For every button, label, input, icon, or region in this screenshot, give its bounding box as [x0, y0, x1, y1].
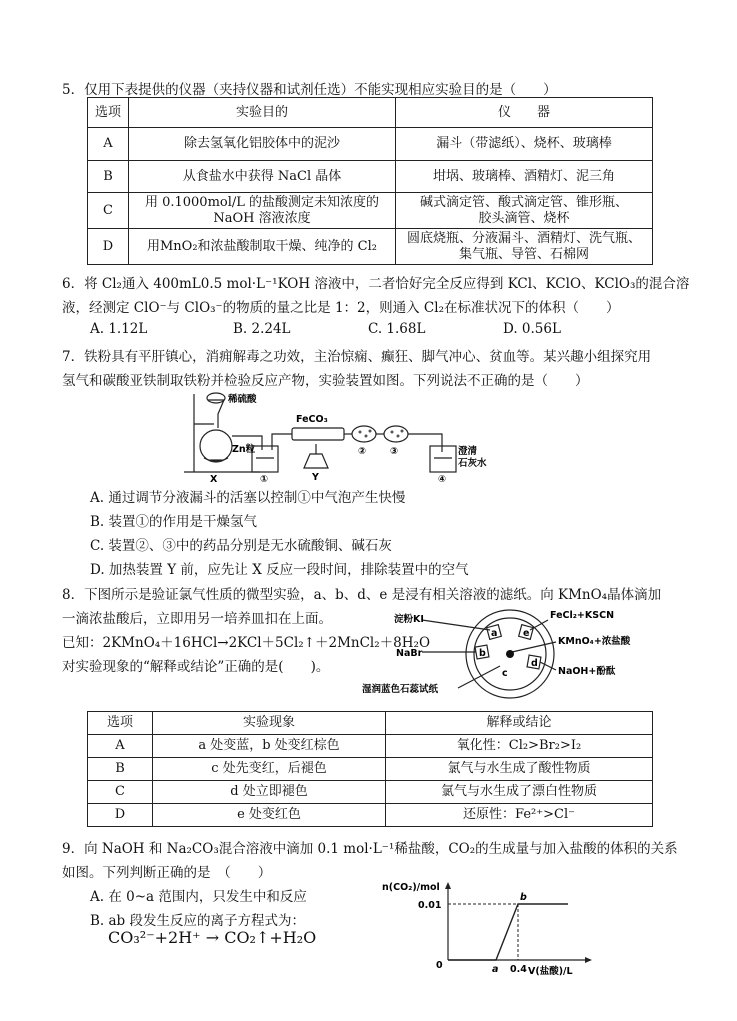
observation-cell: d 处立即褪色: [153, 781, 386, 804]
goal-cell: [129, 193, 396, 229]
label-acid: 稀硫酸: [228, 394, 257, 405]
tools-line: 胶头滴管、烧杯: [478, 210, 570, 226]
q8-line2: 一滴浓盐酸后，立即用另一培养皿扣在上面。: [62, 611, 332, 627]
q6-line1: 6．将 Cl₂通入 400mL0.5 mol·L⁻¹KOH 溶液中，二者恰好完全反应得到 KCl、KClO、KClO₃的混合溶: [62, 276, 690, 292]
q6-option-d: D. 0.56L: [503, 321, 561, 337]
tools-line: 集气瓶、导管、石棉网: [458, 246, 589, 262]
observation-cell: c 处先变红，后褪色: [153, 758, 386, 781]
label-x: X: [210, 474, 218, 485]
table-row: [88, 804, 653, 827]
q7-option-b: B. 装置①的作用是干燥氢气: [90, 514, 258, 530]
q9-option-b: B. ab 段发生反应的离子方程式为：: [90, 913, 305, 929]
header-cell: 实验目的: [129, 98, 396, 128]
option-cell: B: [88, 758, 153, 781]
tools-line: 碱式滴定管、酸式滴定管、锥形瓶、: [419, 194, 628, 210]
header-cell: 实验现象: [153, 712, 386, 735]
conclusion-cell: 还原性：Fe²⁺>Cl⁻: [386, 804, 653, 827]
table-row: [88, 161, 653, 193]
q7-option-d: D. 加热装置 Y 前，应先让 X 反应一段时间，排除装置中的空气: [90, 562, 469, 578]
tools-cell: [396, 229, 653, 265]
observation-cell: a 处变蓝，b 处变红棕色: [153, 735, 386, 758]
tools-line: 圆底烧瓶、分液漏斗、酒精灯、洗气瓶、: [406, 230, 641, 246]
y-axis-arrow: [445, 882, 451, 889]
option-cell: A: [88, 128, 129, 161]
q9-line2: 如图。下列判断正确的是 （ ）: [62, 865, 272, 881]
origin-label: 0: [436, 960, 443, 971]
label-b: b: [479, 648, 486, 659]
label-kmno: KMnO₄+浓盐酸: [558, 636, 631, 647]
tools-cell: [396, 193, 653, 229]
label-lime1: 澄清: [458, 446, 478, 457]
table-row: [88, 229, 653, 265]
table-row: [88, 758, 653, 781]
point-label-b: b: [520, 892, 527, 903]
q9-equation: CO₃²⁻+2H⁺ → CO₂↑+H₂O: [108, 928, 317, 947]
q6-option-a: A. 1.12L: [90, 321, 148, 337]
label-fecl: FeCl₂+KSCN: [550, 610, 615, 621]
table-row: [88, 735, 653, 758]
tools-cell: 坩埚、玻璃棒、酒精灯、泥三角: [396, 161, 653, 193]
header-cell: 仪 器: [396, 98, 653, 128]
q7-line1: 7．铁粉具有平肝镇心，消痈解毒之功效，主治惊痫、癫狂、脚气冲心、贫血等。某兴趣小组探究用: [62, 349, 652, 365]
tools-cell: 漏斗（带滤纸）、烧杯、玻璃棒: [396, 128, 653, 161]
option-cell: A: [88, 735, 153, 758]
label-e: e: [523, 628, 530, 639]
label-feco3: FeCO₃: [296, 414, 328, 425]
q6-option-b: B. 2.24L: [233, 321, 291, 337]
header-cell: 解释或结论: [386, 712, 653, 735]
table-row: [88, 98, 653, 128]
observation-cell: e 处变红色: [153, 804, 386, 827]
conclusion-cell: 氧化性：Cl₂>Br₂>I₂: [386, 735, 653, 758]
option-cell: B: [88, 161, 129, 193]
q7-option-a: A. 通过调节分液漏斗的活塞以控制①中气泡产生快慢: [90, 490, 406, 506]
table-row: [88, 781, 653, 804]
y-axis-label: n(CO₂)/mol: [382, 882, 440, 893]
label-litmus: 湿润蓝色石蕊试纸: [362, 684, 439, 695]
q5-stem: 5．仅用下表提供的仪器（夹持仪器和试剂任选）不能实现相应实验目的是（ ）: [62, 82, 557, 98]
table-row: [88, 712, 653, 735]
header-cell: 选项: [88, 98, 129, 128]
q9-line1: 9．向 NaOH 和 Na₂CO₃混合溶液中滴加 0.1 mol·L⁻¹稀盐酸，CO₂的生成量与加入盐酸的体积的关系: [62, 841, 678, 857]
table-row: [88, 193, 653, 229]
goal-cell: 除去氢氧化铝胶体中的泥沙: [129, 128, 396, 161]
label-c: c: [502, 668, 508, 679]
label-lime2: 石灰水: [458, 458, 487, 469]
label-d: d: [531, 658, 538, 669]
goal-cell: 用MnO₂和浓盐酸制取干燥、纯净的 Cl₂: [129, 229, 396, 265]
option-cell: C: [88, 781, 153, 804]
label-a: a: [491, 628, 498, 639]
q5-table: [87, 97, 653, 265]
q6-line2: 液，经测定 ClO⁻与 ClO₃⁻的物质的量之比是 1：2，则通入 Cl₂在标准状况下的体积（ ）: [62, 300, 620, 316]
label-y: Y: [312, 472, 319, 483]
goal-line: NaOH 溶液浓度: [213, 210, 311, 226]
apparatus-figure: [180, 390, 487, 485]
x-tick-0.4: 0.4: [510, 964, 527, 975]
x-tick-a: a: [492, 964, 499, 975]
label-nabr: NaBr: [396, 648, 423, 659]
label-1: ①: [260, 474, 269, 485]
q9-option-a: A. 在 0~a 范围内，只发生中和反应: [90, 889, 307, 905]
label-2: ②: [358, 446, 367, 457]
label-zn: Zn粒: [232, 444, 256, 455]
q6-option-c: C. 1.68L: [368, 321, 426, 337]
q8-table: [87, 711, 653, 827]
table-row: [88, 128, 653, 161]
q8-known: 已知：2KMnO₄＋16HCl→2KCl＋5Cl₂↑＋2MnCl₂＋8H₂O: [62, 635, 431, 651]
q8-ask: 对实验现象的“解释或结论”正确的是( )。: [62, 659, 330, 675]
option-cell: D: [88, 229, 129, 265]
series-line: [448, 904, 568, 960]
conclusion-cell: 氯气与水生成了漂白性物质: [386, 781, 653, 804]
goal-line: 用 0.1000mol/L 的盐酸测定未知浓度的: [144, 194, 380, 210]
conclusion-cell: 氯气与水生成了酸性物质: [386, 758, 653, 781]
goal-cell: 从食盐水中获得 NaCl 晶体: [129, 161, 396, 193]
petri-dish-figure: [360, 606, 660, 702]
label-naoh: NaOH+酚酞: [558, 666, 616, 677]
option-cell: D: [88, 804, 153, 827]
q7-option-c: C. 装置②、③中的药品分别是无水硫酸铜、碱石灰: [90, 538, 392, 554]
q7-line2: 氢气和碳酸亚铁制取铁粉并检验反应产物，实验装置如图。下列说法不正确的是（ ）: [62, 373, 589, 389]
x-axis-label: V(盐酸)/L: [528, 966, 573, 977]
label-4: ④: [438, 474, 447, 485]
q8-line1: 8．下图所示是验证氯气性质的微型实验，a、b、d、e 是浸有相关溶液的滤纸。向 KMnO₄晶体滴加: [62, 587, 662, 603]
label-ki: 淀粉KI: [394, 614, 424, 625]
option-cell: C: [88, 193, 129, 229]
x-axis-arrow: [585, 957, 592, 963]
co2-chart: [378, 878, 608, 976]
header-cell: 选项: [88, 712, 153, 735]
y-tick-0.01: 0.01: [418, 900, 442, 911]
label-3: ③: [390, 446, 399, 457]
